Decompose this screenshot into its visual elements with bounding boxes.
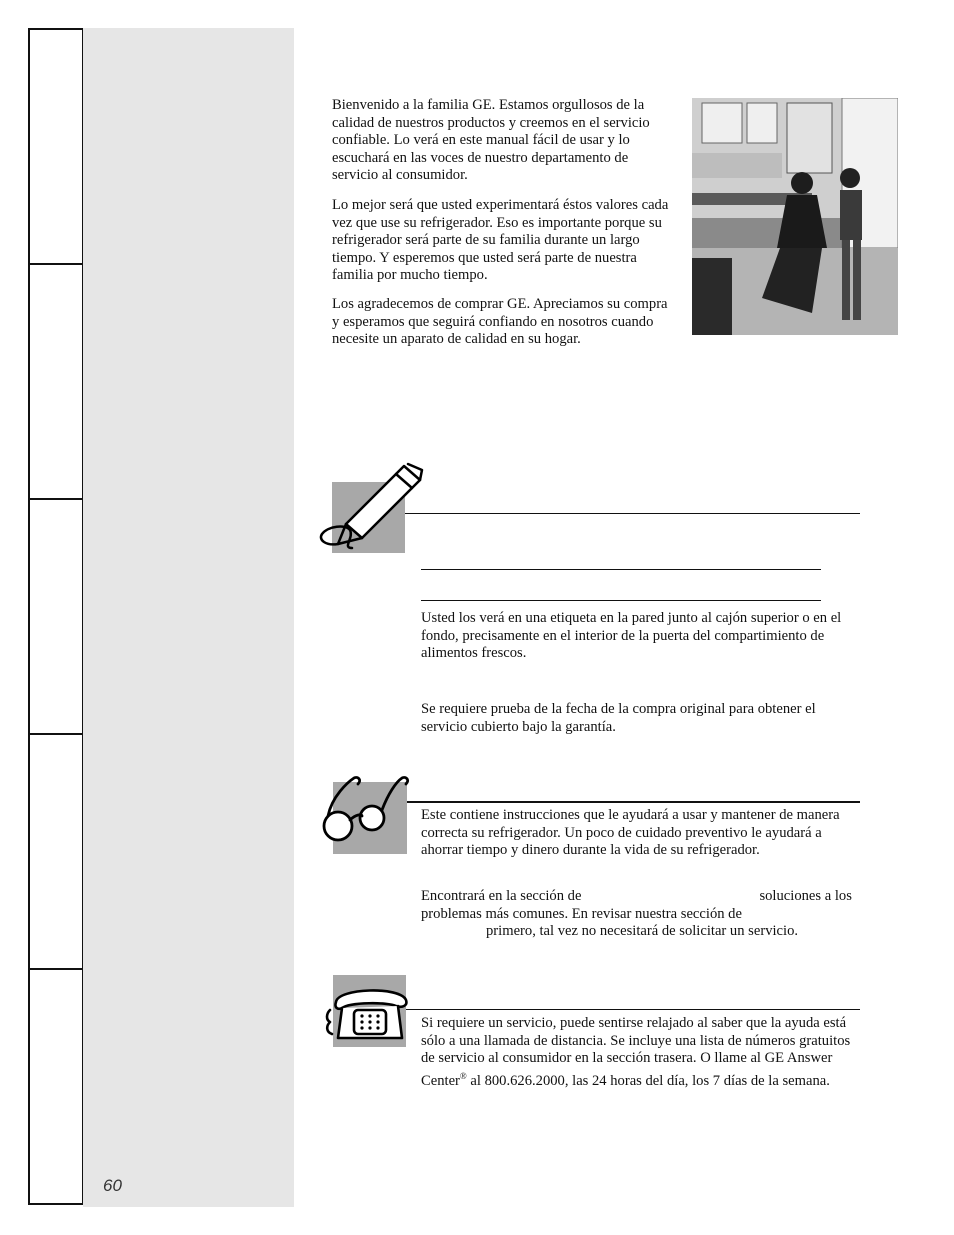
proof-of-purchase-text: Se requiere prueba de la fecha de la compra original para obtener el servicio cubierto bajo la garantía. xyxy=(421,701,816,735)
pencil-icon xyxy=(316,458,428,554)
model-number-line[interactable] xyxy=(421,569,821,570)
section-rule xyxy=(406,1009,860,1010)
read-paragraph-2 xyxy=(421,888,863,941)
page-number: 60 xyxy=(103,1176,122,1195)
service-text-part-2: al 800.626.2000, las 24 horas del día, los 7 días de la semana. xyxy=(466,1072,830,1089)
section-tab xyxy=(30,968,82,1203)
intro-paragraph-2: Lo mejor será que usted experimentará éstos valores cada vez que use su refrigerador. Eso es importante porque su refrigerador será parte de su familia durante un largo tiempo. Y esperemos que usted será parte de nuestra familia por mucho tiempo. xyxy=(332,197,669,284)
section-tab xyxy=(30,733,82,968)
intro-paragraph-3: Los agradecemos de comprar GE. Apreciamos su compra y esperamos que seguirá confiando en nosotros cuando necesite un aparato de calidad en su hogar. xyxy=(332,296,668,348)
margin-band xyxy=(83,28,294,1207)
section-rule xyxy=(405,513,860,514)
read-text-part-1: Encontrará en la sección de xyxy=(421,888,582,904)
service-text-part-1: Si requiere un servicio, puede sentirse relajado al saber que la ayuda está sólo a una llamada de distancia. Se incluye una lista de números gratuitos de servicio al consumidor en la sección trasera. O llame al GE Answer Center xyxy=(421,1015,851,1089)
telephone-icon xyxy=(324,980,412,1044)
section-tab xyxy=(30,498,82,733)
service-paragraph xyxy=(421,1015,863,1090)
intro-paragraph-1: Bienvenido a la familia GE. Estamos orgullosos de la calidad de nuestros productos y creemos en el servicio confiable. Lo verá en este manual fácil de usar y lo escuchará en las voces de nuestro departamento de servicio al consumidor. xyxy=(332,97,650,184)
section-tab xyxy=(30,263,82,498)
section-tab xyxy=(30,28,82,263)
read-paragraph-1: Este contiene instrucciones que le ayudará a usar y mantener de manera correcta su refrigerador. Un poco de cuidado preventivo le ayudará a ahorrar tiempo y dinero durante la vida de su refrigerador. xyxy=(421,807,840,859)
registered-mark: ® xyxy=(459,1070,467,1081)
section-rule xyxy=(407,801,860,803)
label-location-text: Usted los verá en una etiqueta en la pared junto al cajón superior o en el fondo, precisamente en el interior de la puerta del compartimiento de alimentos frescos. xyxy=(421,610,842,662)
family-photo xyxy=(692,98,898,335)
eyeglasses-icon xyxy=(318,768,414,848)
serial-number-line[interactable] xyxy=(421,600,821,601)
read-text-part-3: primero, tal vez no necesitará de solicitar un servicio. xyxy=(486,923,799,940)
section-tabs xyxy=(28,28,83,1205)
read-text-part-2: soluciones a los problemas más comunes. En revisar nuestra sección de xyxy=(421,888,852,922)
